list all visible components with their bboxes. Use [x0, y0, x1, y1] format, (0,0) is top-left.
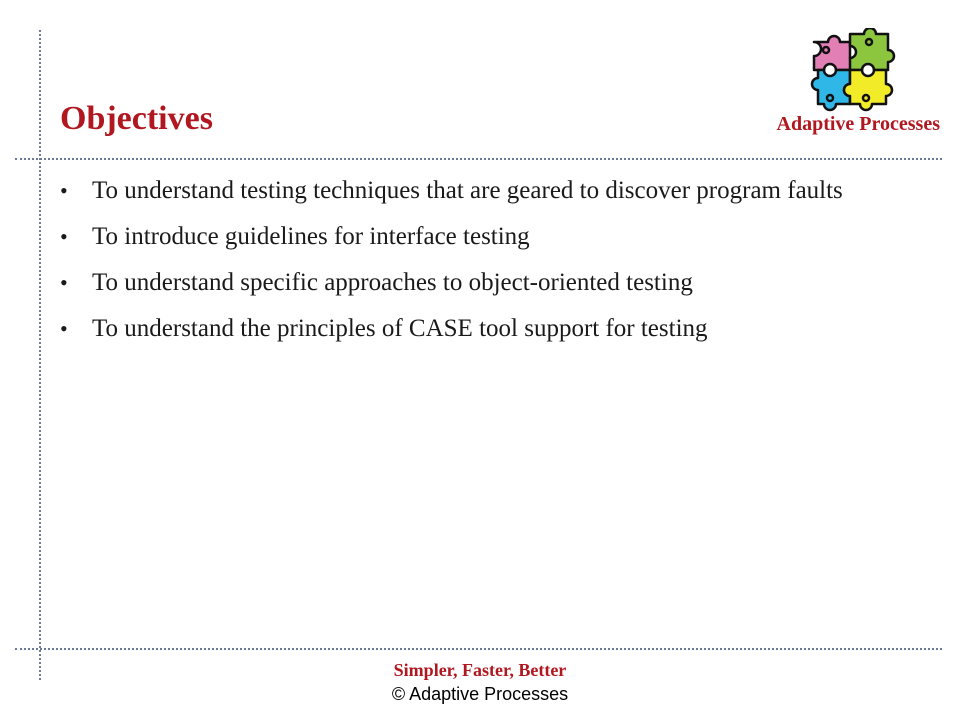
list-item — [60, 312, 910, 346]
left-dotted-rule — [39, 30, 41, 680]
list-item-text: To understand the principles of CASE tool support for testing — [92, 315, 708, 342]
footer-dotted-rule — [15, 648, 942, 650]
list-item-text: To introduce guidelines for interface testing — [92, 223, 530, 250]
puzzle-pieces-icon — [806, 28, 898, 112]
bullet-icon: • — [60, 316, 68, 341]
slide-title: Objectives — [60, 100, 213, 137]
copyright-text: © Adaptive Processes — [391, 684, 569, 704]
brand-label: Adaptive Processes — [776, 113, 940, 135]
objectives-list — [60, 174, 910, 358]
list-item-text: To understand specific approaches to object-oriented testing — [92, 269, 693, 296]
footer-tagline: Simpler, Faster, Better — [393, 660, 567, 680]
bullet-icon: • — [60, 270, 68, 295]
header-dotted-rule — [15, 158, 942, 160]
list-item — [60, 220, 910, 254]
bullet-icon: • — [60, 178, 68, 203]
bullet-icon: • — [60, 224, 68, 249]
list-item-text: To understand testing techniques that are geared to discover program faults — [92, 177, 843, 204]
list-item — [60, 174, 910, 208]
list-item — [60, 266, 910, 300]
